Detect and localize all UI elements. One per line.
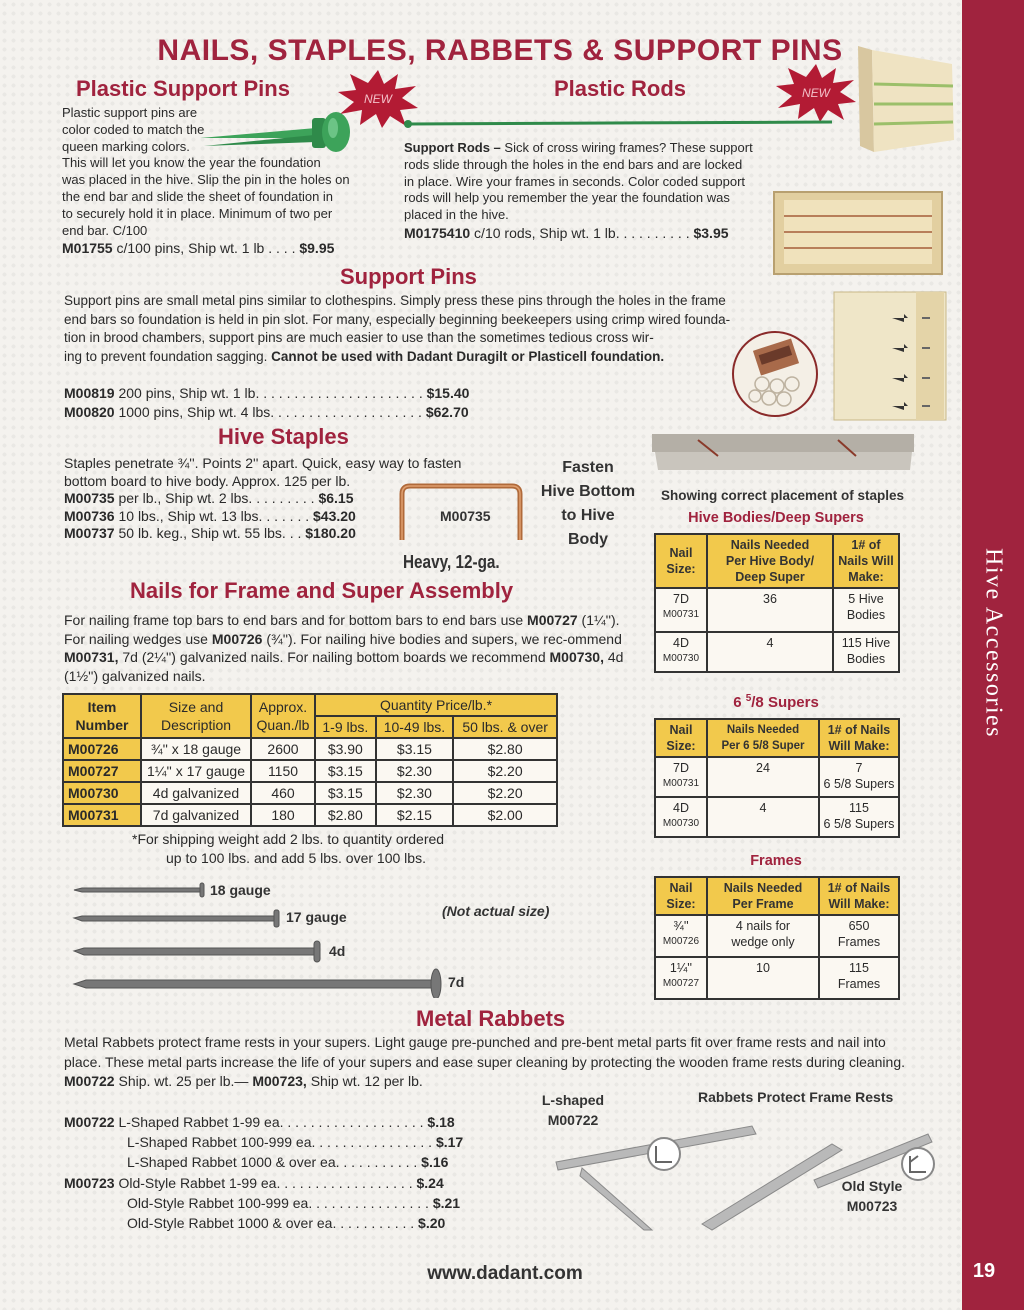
table-row: 7D M00731 24 7 6 5/8 Supers [655, 757, 899, 797]
fasten-note: Fasten Hive Bottom to Hive Body [540, 459, 636, 548]
svg-text:NEW: NEW [802, 86, 830, 100]
plastic-rods-description: Support Rods – Sick of cross wiring frames? These support rods slide through the holes in the end bars and are locked in place. Wire your frames in seconds. Color coded support rods will help you remember the year the foundation was placed in the hive. M0175410 c/10 rods, Ship wt. 1 lb. . . . . . . . . . $3.95 [404, 140, 784, 242]
table-header: 1# of Nails Will Make: [819, 719, 899, 757]
text-run: For nailing frame top bars to end bars and for bottom bars to end bars use [64, 612, 528, 628]
table-header: Approx. Quan./lb [251, 694, 315, 738]
table-header: Nails Needed Per Hive Body/ Deep Super [707, 534, 833, 588]
green-rod-image [404, 116, 834, 130]
table-header: 50 lbs. & over [453, 716, 557, 738]
text-line: Metal Rabbets protect frame rests in your supers. Light gauge pre-punched and pre-bent metal parts fit over frame rests and nail into [64, 1034, 886, 1050]
text-line: queen marking colors. [62, 138, 190, 154]
table-row: M00730 4d galvanized 460 $3.15 $2.30 $2.20 [63, 782, 557, 804]
nail-label-17-gauge: 17 gauge [286, 909, 347, 925]
metal-rabbets-heading: Metal Rabbets [416, 1006, 566, 1031]
text-run: M00722 [64, 1073, 115, 1089]
table-row: 4D M00730 4 115 6 5/8 Supers [655, 797, 899, 837]
nails-frame-heading: Nails for Frame and Super Assembly [130, 578, 514, 603]
text-line: rods slide through the holes in the end bars and are locked [404, 156, 743, 172]
page-title: NAILS, STAPLES, RABBETS & SUPPORT PINS [157, 34, 843, 67]
text-line: place. These metal parts increase the life of your supers and ease super cleaning by protecting the wooden frame rests during cleaning. [64, 1053, 906, 1070]
text-run: (1¼''). For nailing wedges use [64, 612, 620, 647]
hive-staples-heading: Hive Staples [218, 424, 349, 449]
text-run: M00727 [527, 612, 578, 628]
staple-heavy-label: Heavy, 12-ga. [403, 552, 500, 572]
table-header: Nail Size: [655, 719, 707, 757]
text-line: placed in the hive. [404, 207, 509, 223]
text-run: Ship wt. 12 per lb. [306, 1073, 423, 1089]
text-run: Ship. wt. 25 per lb.— [114, 1073, 253, 1089]
staple-code-label: M00735 [440, 508, 491, 524]
text-run: M00726 [211, 630, 263, 647]
page-number: 19 [972, 1260, 996, 1282]
support-pins-heading: Support Pins [340, 264, 477, 289]
text-line: color coded to match the [62, 121, 205, 137]
text-line: rods will help you remember the year the foundation was [404, 190, 730, 206]
table-row: 4D M00730 4 115 Hive Bodies [655, 632, 899, 672]
table-header: Quantity Price/lb.* [315, 694, 557, 716]
text-line: Support pins are small metal pins similar to clothespins. Simply press these pins through the holes in the frame [64, 293, 726, 308]
table-header: Nail Size: [655, 534, 707, 588]
text-line: tion in brood chambers, support pins are much easier to use than the sometimes tedious cross wir- [64, 330, 654, 345]
table-header: Item Number [63, 694, 141, 738]
rabbets-image [552, 1124, 942, 1234]
frames-caption: Frames [750, 853, 802, 869]
hive-bodies-caption: Hive Bodies/Deep Supers [688, 510, 864, 526]
support-pins-description: Support pins are small metal pins similar to clothespins. Simply press these pins through the holes in the frame end bars so foundation is held in pin slot. For many, especially beginning beekeepers using crimp wired founda- tion in brood chambers, support pins are much easier to use than the sometimes tedious cross wir- ing to prevent foundation sagging. Cannot be used with Dadant Duragilt or Plasticell foundation. [64, 292, 824, 366]
table-row: 1¼'' M00727 10 115 Frames [655, 957, 899, 999]
table-header: Nails Needed Per Frame [707, 877, 819, 915]
text-run: 4d (1½'') galvanized nails. [64, 649, 624, 684]
staple-caption: Showing correct placement of staples [661, 488, 905, 503]
table-row: M00731 7d galvanized 180 $2.80 $2.15 $2.00 [63, 804, 557, 826]
frame-end-bar-image [832, 290, 948, 422]
text-line: Staples penetrate ¾''. Points 2'' apart. Quick, easy way to fasten [64, 455, 462, 471]
text-run: M00731, [64, 649, 119, 665]
footer-url: www.dadant.com [427, 1263, 583, 1284]
support-pins-orders: M00819 200 pins, Ship wt. 1 lb. . . . . . . . . . . . . . . . . . . . . . $15.40 M00820 1000 pins, Ship wt. 4 lbs. . . . . . . . . . . . . . . . . . . . $62.70 [64, 385, 470, 420]
text-line: was placed in the hive. Slip the pin in the holes on [62, 172, 350, 188]
metal-rabbets-description [64, 1033, 944, 1092]
table-header: 1# of Nails Will Make: [819, 877, 899, 915]
table-row: 7D M00731 36 5 Hive Bodies [655, 588, 899, 632]
text-line: end bar. C/100 [62, 222, 148, 238]
supers-nail-table [654, 718, 900, 838]
table-header: Nail Size: [655, 877, 707, 915]
text-run: M00723, [252, 1073, 307, 1089]
text-line: to securely hold it in place. Minimum of two per [62, 205, 333, 221]
frame-side-image [852, 44, 958, 154]
table-row: M00726 ¾'' x 18 gauge 2600 $3.90 $3.15 $2.80 [63, 738, 557, 760]
staple-placement-image [652, 432, 914, 474]
plastic-pins-heading: Plastic Support Pins [76, 76, 290, 101]
supers-caption: 6 $^5$/8 Supers [733, 693, 819, 711]
text-line: in place. Wire your frames in seconds. Color coded support [404, 173, 746, 189]
new-burst-icon [776, 64, 856, 122]
rabbets-protect-label: Rabbets Protect Frame Rests [698, 1089, 894, 1105]
plastic-rods-heading: Plastic Rods [554, 76, 687, 101]
frames-nail-table [654, 876, 900, 1000]
plastic-rods-order: M0175410 c/10 rods, Ship wt. 1 lb. . . . . . . . . . $3.95 [404, 224, 729, 241]
hive-staples-description: Staples penetrate ¾''. Points 2'' apart. Quick, easy way to fasten bottom board to hive body. Approx. 125 per lb. M00735 per lb., Ship wt. 2 lbs. . . . . . . . . $6.15 M00736 10 lbs., Ship wt. 13 lbs. . . . . . . $43.20 M00737 50 lb. keg., Ship wt. 55 lbs. . . $180.20 [64, 455, 524, 543]
text-run: M00730, [549, 649, 604, 665]
svg-text:NEW: NEW [364, 92, 392, 106]
nail-label-4d: 4d [329, 943, 346, 959]
table-header: Nails Needed Per 6 5/8 Super [707, 719, 819, 757]
nail-label-18-gauge: 18 gauge [210, 882, 271, 898]
table-header: 1-9 lbs. [315, 716, 376, 738]
nail-price-table [62, 693, 558, 827]
text-line: This will let you know the year the foundation [62, 155, 321, 171]
nails-frame-description [64, 611, 644, 685]
nail-label-7d: 7d [448, 974, 465, 990]
table-row: M00727 1¼'' x 17 gauge 1150 $3.15 $2.30 $2.20 [63, 760, 557, 782]
support-pin-closeup-image [732, 324, 818, 420]
table-row: ¾'' M00726 4 nails for wedge only 650 Frames [655, 915, 899, 957]
text-line: bottom board to hive body. Approx. 125 per lb. [64, 472, 351, 489]
table-header: 10-49 lbs. [376, 716, 454, 738]
green-pin-image [196, 108, 356, 154]
old-style-label: Old Style M00723 [841, 1178, 903, 1214]
not-actual-size-note: (Not actual size) [442, 903, 550, 919]
plastic-pins-order: M01755 c/100 pins, Ship wt. 1 lb . . . . $9.95 [62, 240, 335, 257]
hive-bodies-nail-table [654, 533, 900, 673]
text-line: the end bar and slide the sheet of foundation in [62, 188, 334, 204]
sidebar-title: Hive Accessories [980, 548, 1007, 738]
table-header: Size and Description [141, 694, 251, 738]
text-run: 7d (2¼'') galvanized nails. For nailing bottom boards we recommend [118, 649, 550, 665]
table-header: 1# of Nails Will Make: [833, 534, 899, 588]
rabbet-orders: M00722 L-Shaped Rabbet 1-99 ea. . . . . . . . . . . . . . . . . . . $.18 L-Shaped Rabbet 100-999 ea. . . . . . . . . . . . . . . . $.17 L-Shaped Rabbet 1000 & over ea. . . . . . . . . . . $.16 M00723 Old-Style Rabbet 1-99 ea. . . . . . . . . . . . . . . . . . $.24 Old-Style Rabbet 100-999 ea. . . . . . . . . . . . . . . . $.21 Old-Style Rabbet 1000 & over ea. . . . . . . . . . . $.20 [64, 1114, 464, 1232]
text-run: (¾''). For nailing hive bodies and supers, we rec-ommend [262, 630, 622, 647]
text-line: Plastic support pins are [62, 105, 198, 120]
frame-front-image [772, 190, 944, 276]
l-shaped-label: L-shaped M00722 [541, 1092, 605, 1128]
text-line: end bars so foundation is held in pin slot. For many, especially beginning beekeepers using crimp wired founda- [64, 311, 731, 327]
shipping-footnote: *For shipping weight add 2 lbs. to quantity ordered up to 100 lbs. and add 5 lbs. over 100 lbs. [132, 831, 445, 866]
